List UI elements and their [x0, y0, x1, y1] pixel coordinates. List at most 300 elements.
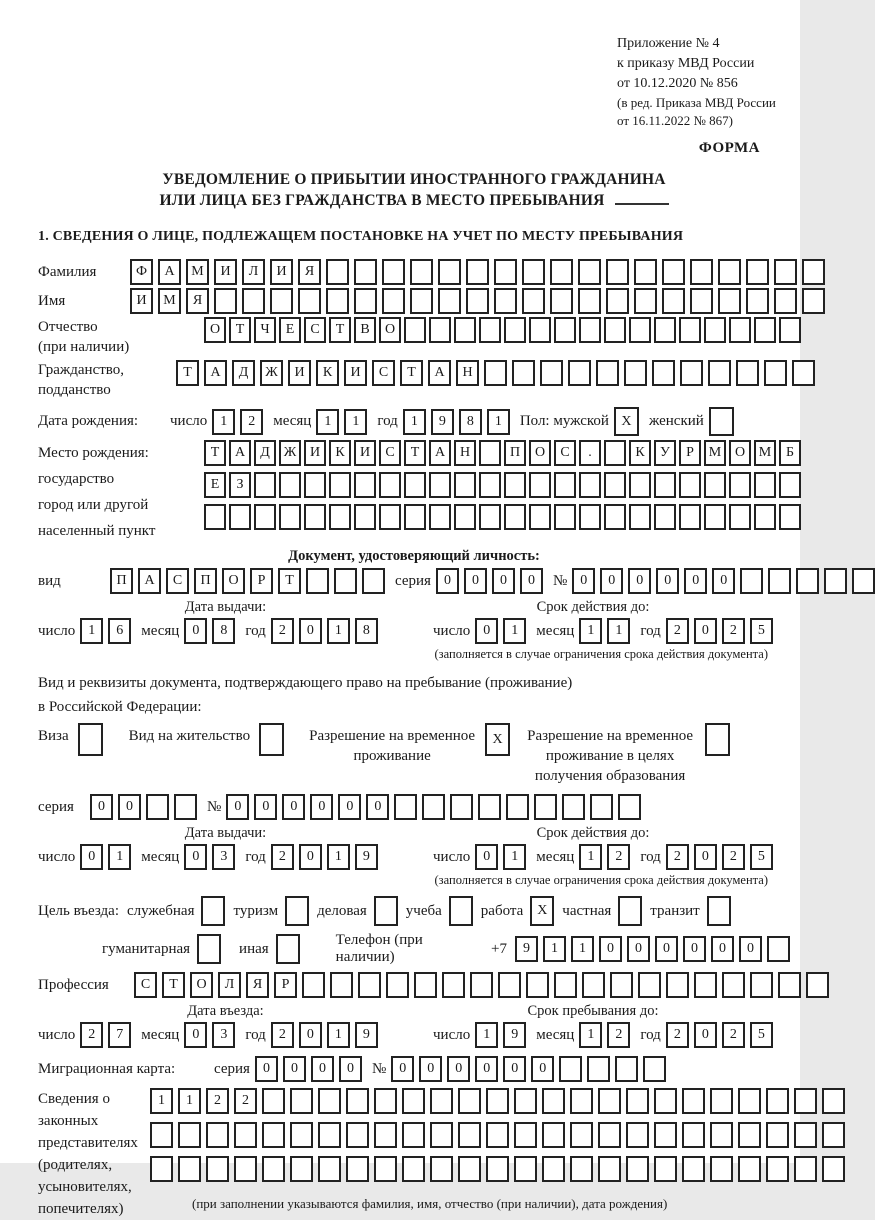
char-cell[interactable]: И	[214, 259, 237, 285]
until-month-input[interactable]	[579, 1022, 630, 1048]
char-cell[interactable]: 0	[655, 936, 678, 962]
char-cell[interactable]: К	[316, 360, 339, 386]
char-cell[interactable]	[234, 1122, 257, 1148]
char-cell[interactable]	[626, 1156, 649, 1182]
char-cell[interactable]: 0	[739, 936, 762, 962]
char-cell[interactable]	[626, 1122, 649, 1148]
char-cell[interactable]: 0	[255, 1056, 278, 1082]
char-cell[interactable]	[604, 440, 626, 466]
temp-residence-checkbox[interactable]: X	[485, 723, 510, 756]
char-cell[interactable]	[570, 1088, 593, 1114]
doc-expiry-year-input[interactable]	[666, 618, 773, 644]
char-cell[interactable]: 0	[184, 1022, 207, 1048]
char-cell[interactable]: Ф	[130, 259, 153, 285]
char-cell[interactable]: 0	[683, 936, 706, 962]
char-cell[interactable]	[346, 1122, 369, 1148]
char-cell[interactable]: 1	[80, 618, 103, 644]
char-cell[interactable]: 8	[212, 618, 235, 644]
visa-checkbox[interactable]	[78, 723, 103, 756]
char-cell[interactable]	[679, 317, 701, 343]
char-cell[interactable]: 0	[184, 844, 207, 870]
char-cell[interactable]	[754, 317, 776, 343]
purpose-private-checkbox[interactable]	[618, 896, 642, 926]
char-cell[interactable]	[354, 288, 377, 314]
char-cell[interactable]	[529, 472, 551, 498]
char-cell[interactable]	[852, 568, 875, 594]
char-cell[interactable]: 1	[503, 844, 526, 870]
char-cell[interactable]: М	[158, 288, 181, 314]
purpose-tourism-checkbox[interactable]	[285, 896, 309, 926]
char-cell[interactable]	[682, 1156, 705, 1182]
char-cell[interactable]	[794, 1122, 817, 1148]
char-cell[interactable]	[710, 1156, 733, 1182]
phone-input[interactable]	[515, 936, 790, 962]
until-day-input[interactable]	[475, 1022, 526, 1048]
char-cell[interactable]	[824, 568, 847, 594]
char-cell[interactable]	[486, 1122, 509, 1148]
char-cell[interactable]: 2	[666, 1022, 689, 1048]
char-cell[interactable]	[254, 504, 276, 530]
char-cell[interactable]	[304, 504, 326, 530]
char-cell[interactable]: 1	[571, 936, 594, 962]
char-cell[interactable]: 0	[464, 568, 487, 594]
char-cell[interactable]: .	[579, 440, 601, 466]
char-cell[interactable]	[290, 1122, 313, 1148]
char-cell[interactable]	[794, 1156, 817, 1182]
char-cell[interactable]	[430, 1122, 453, 1148]
char-cell[interactable]	[262, 1156, 285, 1182]
char-cell[interactable]: С	[166, 568, 189, 594]
char-cell[interactable]: З	[229, 472, 251, 498]
char-cell[interactable]	[774, 259, 797, 285]
char-cell[interactable]	[679, 472, 701, 498]
char-cell[interactable]	[604, 472, 626, 498]
char-cell[interactable]: 1	[503, 618, 526, 644]
char-cell[interactable]: 1	[579, 618, 602, 644]
char-cell[interactable]: Р	[250, 568, 273, 594]
sex-female-checkbox[interactable]	[709, 407, 734, 436]
char-cell[interactable]: И	[288, 360, 311, 386]
doc-expiry-month-input[interactable]	[579, 618, 630, 644]
char-cell[interactable]: П	[504, 440, 526, 466]
char-cell[interactable]: 0	[311, 1056, 334, 1082]
char-cell[interactable]: А	[229, 440, 251, 466]
char-cell[interactable]: 0	[90, 794, 113, 820]
char-cell[interactable]	[736, 360, 759, 386]
char-cell[interactable]	[680, 360, 703, 386]
char-cell[interactable]: В	[354, 317, 376, 343]
residence-expiry-month-input[interactable]	[579, 844, 630, 870]
char-cell[interactable]	[302, 972, 325, 998]
char-cell[interactable]	[458, 1122, 481, 1148]
char-cell[interactable]: Т	[404, 440, 426, 466]
char-cell[interactable]	[466, 259, 489, 285]
char-cell[interactable]	[234, 1156, 257, 1182]
char-cell[interactable]	[615, 1056, 638, 1082]
representatives-row3-input[interactable]	[150, 1156, 845, 1182]
char-cell[interactable]	[768, 568, 791, 594]
char-cell[interactable]	[318, 1088, 341, 1114]
char-cell[interactable]: М	[704, 440, 726, 466]
char-cell[interactable]	[329, 472, 351, 498]
char-cell[interactable]	[746, 288, 769, 314]
char-cell[interactable]	[590, 794, 613, 820]
char-cell[interactable]	[402, 1122, 425, 1148]
char-cell[interactable]	[204, 504, 226, 530]
doc-expiry-day-input[interactable]	[475, 618, 526, 644]
char-cell[interactable]	[629, 472, 651, 498]
char-cell[interactable]	[666, 972, 689, 998]
doc-issue-month-input[interactable]	[184, 618, 235, 644]
char-cell[interactable]	[550, 288, 573, 314]
char-cell[interactable]	[740, 568, 763, 594]
char-cell[interactable]: 0	[339, 1056, 362, 1082]
char-cell[interactable]: 2	[666, 618, 689, 644]
char-cell[interactable]	[690, 259, 713, 285]
char-cell[interactable]	[738, 1122, 761, 1148]
char-cell[interactable]	[606, 288, 629, 314]
char-cell[interactable]	[458, 1088, 481, 1114]
char-cell[interactable]: 0	[447, 1056, 470, 1082]
char-cell[interactable]	[750, 972, 773, 998]
char-cell[interactable]: Т	[162, 972, 185, 998]
char-cell[interactable]: 3	[212, 844, 235, 870]
char-cell[interactable]	[559, 1056, 582, 1082]
char-cell[interactable]	[802, 288, 825, 314]
birth-place-row3-input[interactable]	[204, 504, 801, 530]
char-cell[interactable]	[529, 317, 551, 343]
residence-expiry-year-input[interactable]	[666, 844, 773, 870]
char-cell[interactable]	[579, 317, 601, 343]
char-cell[interactable]	[458, 1156, 481, 1182]
char-cell[interactable]: Р	[679, 440, 701, 466]
char-cell[interactable]	[334, 568, 357, 594]
char-cell[interactable]: 1	[150, 1088, 173, 1114]
char-cell[interactable]: 1	[108, 844, 131, 870]
char-cell[interactable]	[554, 472, 576, 498]
char-cell[interactable]	[579, 504, 601, 530]
char-cell[interactable]: 9	[515, 936, 538, 962]
doc-number-input[interactable]	[572, 568, 875, 594]
char-cell[interactable]: 0	[628, 568, 651, 594]
char-cell[interactable]	[754, 472, 776, 498]
char-cell[interactable]	[682, 1088, 705, 1114]
char-cell[interactable]: 1	[579, 844, 602, 870]
char-cell[interactable]: 0	[492, 568, 515, 594]
char-cell[interactable]	[710, 1088, 733, 1114]
doc-series-input[interactable]	[436, 568, 543, 594]
char-cell[interactable]: 1	[543, 936, 566, 962]
sex-male-checkbox[interactable]: X	[614, 407, 639, 436]
char-cell[interactable]: 0	[475, 618, 498, 644]
char-cell[interactable]	[550, 259, 573, 285]
char-cell[interactable]	[690, 288, 713, 314]
char-cell[interactable]: 0	[694, 1022, 717, 1048]
char-cell[interactable]	[522, 288, 545, 314]
char-cell[interactable]	[792, 360, 815, 386]
char-cell[interactable]	[796, 568, 819, 594]
char-cell[interactable]	[504, 504, 526, 530]
title-blank-line[interactable]	[615, 191, 669, 205]
residence-issue-day-input[interactable]	[80, 844, 131, 870]
char-cell[interactable]: А	[158, 259, 181, 285]
char-cell[interactable]: 0	[282, 794, 305, 820]
char-cell[interactable]: 1	[327, 844, 350, 870]
char-cell[interactable]: П	[110, 568, 133, 594]
char-cell[interactable]	[206, 1156, 229, 1182]
char-cell[interactable]: 0	[436, 568, 459, 594]
char-cell[interactable]: 2	[234, 1088, 257, 1114]
residence-series-input[interactable]	[90, 794, 197, 820]
representatives-row1-input[interactable]	[150, 1088, 845, 1114]
char-cell[interactable]	[512, 360, 535, 386]
char-cell[interactable]: 0	[80, 844, 103, 870]
char-cell[interactable]	[570, 1122, 593, 1148]
char-cell[interactable]	[178, 1156, 201, 1182]
purpose-study-checkbox[interactable]	[449, 896, 473, 926]
char-cell[interactable]	[326, 259, 349, 285]
char-cell[interactable]	[542, 1156, 565, 1182]
char-cell[interactable]	[529, 504, 551, 530]
char-cell[interactable]	[454, 472, 476, 498]
char-cell[interactable]: Т	[176, 360, 199, 386]
char-cell[interactable]	[486, 1088, 509, 1114]
char-cell[interactable]	[579, 472, 601, 498]
char-cell[interactable]	[262, 1122, 285, 1148]
char-cell[interactable]	[470, 972, 493, 998]
residence-number-input[interactable]	[226, 794, 641, 820]
char-cell[interactable]	[654, 504, 676, 530]
char-cell[interactable]: Т	[400, 360, 423, 386]
char-cell[interactable]: 6	[108, 618, 131, 644]
char-cell[interactable]	[382, 288, 405, 314]
char-cell[interactable]	[654, 1122, 677, 1148]
char-cell[interactable]	[330, 972, 353, 998]
char-cell[interactable]: 2	[607, 1022, 630, 1048]
char-cell[interactable]: 2	[722, 844, 745, 870]
char-cell[interactable]: 1	[487, 409, 510, 435]
char-cell[interactable]	[404, 472, 426, 498]
purpose-business-checkbox[interactable]	[374, 896, 398, 926]
doc-kind-input[interactable]	[110, 568, 385, 594]
char-cell[interactable]: 2	[607, 844, 630, 870]
char-cell[interactable]	[610, 972, 633, 998]
char-cell[interactable]: 1	[475, 1022, 498, 1048]
char-cell[interactable]: 0	[283, 1056, 306, 1082]
char-cell[interactable]	[174, 794, 197, 820]
char-cell[interactable]: О	[222, 568, 245, 594]
char-cell[interactable]: Я	[186, 288, 209, 314]
char-cell[interactable]	[654, 1088, 677, 1114]
char-cell[interactable]: 0	[627, 936, 650, 962]
purpose-other-checkbox[interactable]	[276, 934, 300, 964]
char-cell[interactable]	[150, 1156, 173, 1182]
char-cell[interactable]: 0	[475, 1056, 498, 1082]
char-cell[interactable]	[442, 972, 465, 998]
char-cell[interactable]	[262, 1088, 285, 1114]
char-cell[interactable]	[624, 360, 647, 386]
char-cell[interactable]: 2	[722, 618, 745, 644]
char-cell[interactable]	[626, 1088, 649, 1114]
char-cell[interactable]	[629, 317, 651, 343]
char-cell[interactable]: М	[754, 440, 776, 466]
char-cell[interactable]	[562, 794, 585, 820]
char-cell[interactable]	[242, 288, 265, 314]
char-cell[interactable]: Т	[329, 317, 351, 343]
char-cell[interactable]	[354, 472, 376, 498]
char-cell[interactable]: 0	[475, 844, 498, 870]
char-cell[interactable]	[229, 504, 251, 530]
purpose-official-checkbox[interactable]	[201, 896, 225, 926]
char-cell[interactable]	[150, 1122, 173, 1148]
char-cell[interactable]	[578, 288, 601, 314]
char-cell[interactable]: С	[379, 440, 401, 466]
char-cell[interactable]	[484, 360, 507, 386]
char-cell[interactable]: А	[204, 360, 227, 386]
migration-series-input[interactable]	[255, 1056, 362, 1082]
char-cell[interactable]: Н	[454, 440, 476, 466]
char-cell[interactable]	[379, 504, 401, 530]
char-cell[interactable]: С	[304, 317, 326, 343]
char-cell[interactable]: 1	[344, 409, 367, 435]
char-cell[interactable]	[466, 288, 489, 314]
char-cell[interactable]	[779, 317, 801, 343]
char-cell[interactable]	[402, 1088, 425, 1114]
char-cell[interactable]: 0	[572, 568, 595, 594]
char-cell[interactable]: 1	[212, 409, 235, 435]
char-cell[interactable]: И	[354, 440, 376, 466]
char-cell[interactable]: 2	[80, 1022, 103, 1048]
char-cell[interactable]	[410, 259, 433, 285]
char-cell[interactable]: 2	[722, 1022, 745, 1048]
char-cell[interactable]: 0	[366, 794, 389, 820]
char-cell[interactable]: 0	[299, 1022, 322, 1048]
char-cell[interactable]	[822, 1122, 845, 1148]
char-cell[interactable]	[374, 1122, 397, 1148]
char-cell[interactable]: 1	[327, 1022, 350, 1048]
char-cell[interactable]	[606, 259, 629, 285]
surname-input[interactable]	[130, 259, 825, 285]
char-cell[interactable]: 1	[403, 409, 426, 435]
char-cell[interactable]: О	[379, 317, 401, 343]
char-cell[interactable]	[279, 504, 301, 530]
char-cell[interactable]: 0	[520, 568, 543, 594]
char-cell[interactable]: А	[428, 360, 451, 386]
birth-day-input[interactable]	[212, 409, 263, 435]
char-cell[interactable]	[410, 288, 433, 314]
char-cell[interactable]	[738, 1088, 761, 1114]
char-cell[interactable]	[618, 794, 641, 820]
char-cell[interactable]: М	[186, 259, 209, 285]
entry-year-input[interactable]	[271, 1022, 378, 1048]
birth-place-row1-input[interactable]	[204, 440, 801, 466]
char-cell[interactable]: 0	[310, 794, 333, 820]
char-cell[interactable]: Ж	[260, 360, 283, 386]
char-cell[interactable]	[146, 794, 169, 820]
char-cell[interactable]: 9	[355, 1022, 378, 1048]
char-cell[interactable]	[306, 568, 329, 594]
char-cell[interactable]	[654, 317, 676, 343]
char-cell[interactable]: Р	[274, 972, 297, 998]
char-cell[interactable]	[402, 1156, 425, 1182]
char-cell[interactable]	[404, 504, 426, 530]
char-cell[interactable]: 9	[431, 409, 454, 435]
residence-expiry-day-input[interactable]	[475, 844, 526, 870]
char-cell[interactable]: С	[134, 972, 157, 998]
char-cell[interactable]: Т	[229, 317, 251, 343]
char-cell[interactable]: О	[204, 317, 226, 343]
char-cell[interactable]	[766, 1156, 789, 1182]
char-cell[interactable]	[729, 317, 751, 343]
char-cell[interactable]	[486, 1156, 509, 1182]
char-cell[interactable]: Я	[298, 259, 321, 285]
char-cell[interactable]	[504, 317, 526, 343]
char-cell[interactable]	[270, 288, 293, 314]
char-cell[interactable]	[596, 360, 619, 386]
char-cell[interactable]: К	[329, 440, 351, 466]
char-cell[interactable]: Я	[246, 972, 269, 998]
entry-day-input[interactable]	[80, 1022, 131, 1048]
char-cell[interactable]	[526, 972, 549, 998]
char-cell[interactable]	[358, 972, 381, 998]
char-cell[interactable]	[479, 317, 501, 343]
char-cell[interactable]	[802, 259, 825, 285]
char-cell[interactable]	[634, 259, 657, 285]
char-cell[interactable]: 0	[694, 844, 717, 870]
char-cell[interactable]: 0	[226, 794, 249, 820]
char-cell[interactable]: 1	[316, 409, 339, 435]
char-cell[interactable]	[704, 472, 726, 498]
char-cell[interactable]: И	[270, 259, 293, 285]
purpose-work-checkbox[interactable]: X	[530, 896, 554, 926]
char-cell[interactable]: И	[304, 440, 326, 466]
char-cell[interactable]: 2	[271, 1022, 294, 1048]
char-cell[interactable]: 0	[338, 794, 361, 820]
char-cell[interactable]	[746, 259, 769, 285]
char-cell[interactable]: 2	[271, 618, 294, 644]
char-cell[interactable]	[598, 1156, 621, 1182]
char-cell[interactable]	[542, 1122, 565, 1148]
char-cell[interactable]	[718, 288, 741, 314]
char-cell[interactable]: О	[529, 440, 551, 466]
char-cell[interactable]	[778, 972, 801, 998]
char-cell[interactable]: Ч	[254, 317, 276, 343]
char-cell[interactable]	[554, 504, 576, 530]
char-cell[interactable]: 0	[712, 568, 735, 594]
char-cell[interactable]: У	[654, 440, 676, 466]
char-cell[interactable]	[779, 472, 801, 498]
char-cell[interactable]: 1	[607, 618, 630, 644]
char-cell[interactable]: 5	[750, 844, 773, 870]
patronymic-input[interactable]	[204, 317, 801, 343]
char-cell[interactable]	[298, 288, 321, 314]
char-cell[interactable]	[604, 317, 626, 343]
char-cell[interactable]: 0	[711, 936, 734, 962]
doc-issue-day-input[interactable]	[80, 618, 131, 644]
char-cell[interactable]	[766, 1122, 789, 1148]
doc-issue-year-input[interactable]	[271, 618, 378, 644]
until-year-input[interactable]	[666, 1022, 773, 1048]
representatives-row2-input[interactable]	[150, 1122, 845, 1148]
char-cell[interactable]: Т	[278, 568, 301, 594]
char-cell[interactable]: 0	[600, 568, 623, 594]
char-cell[interactable]	[514, 1122, 537, 1148]
char-cell[interactable]	[494, 259, 517, 285]
char-cell[interactable]	[354, 259, 377, 285]
char-cell[interactable]: 1	[327, 618, 350, 644]
char-cell[interactable]: А	[429, 440, 451, 466]
char-cell[interactable]	[704, 317, 726, 343]
